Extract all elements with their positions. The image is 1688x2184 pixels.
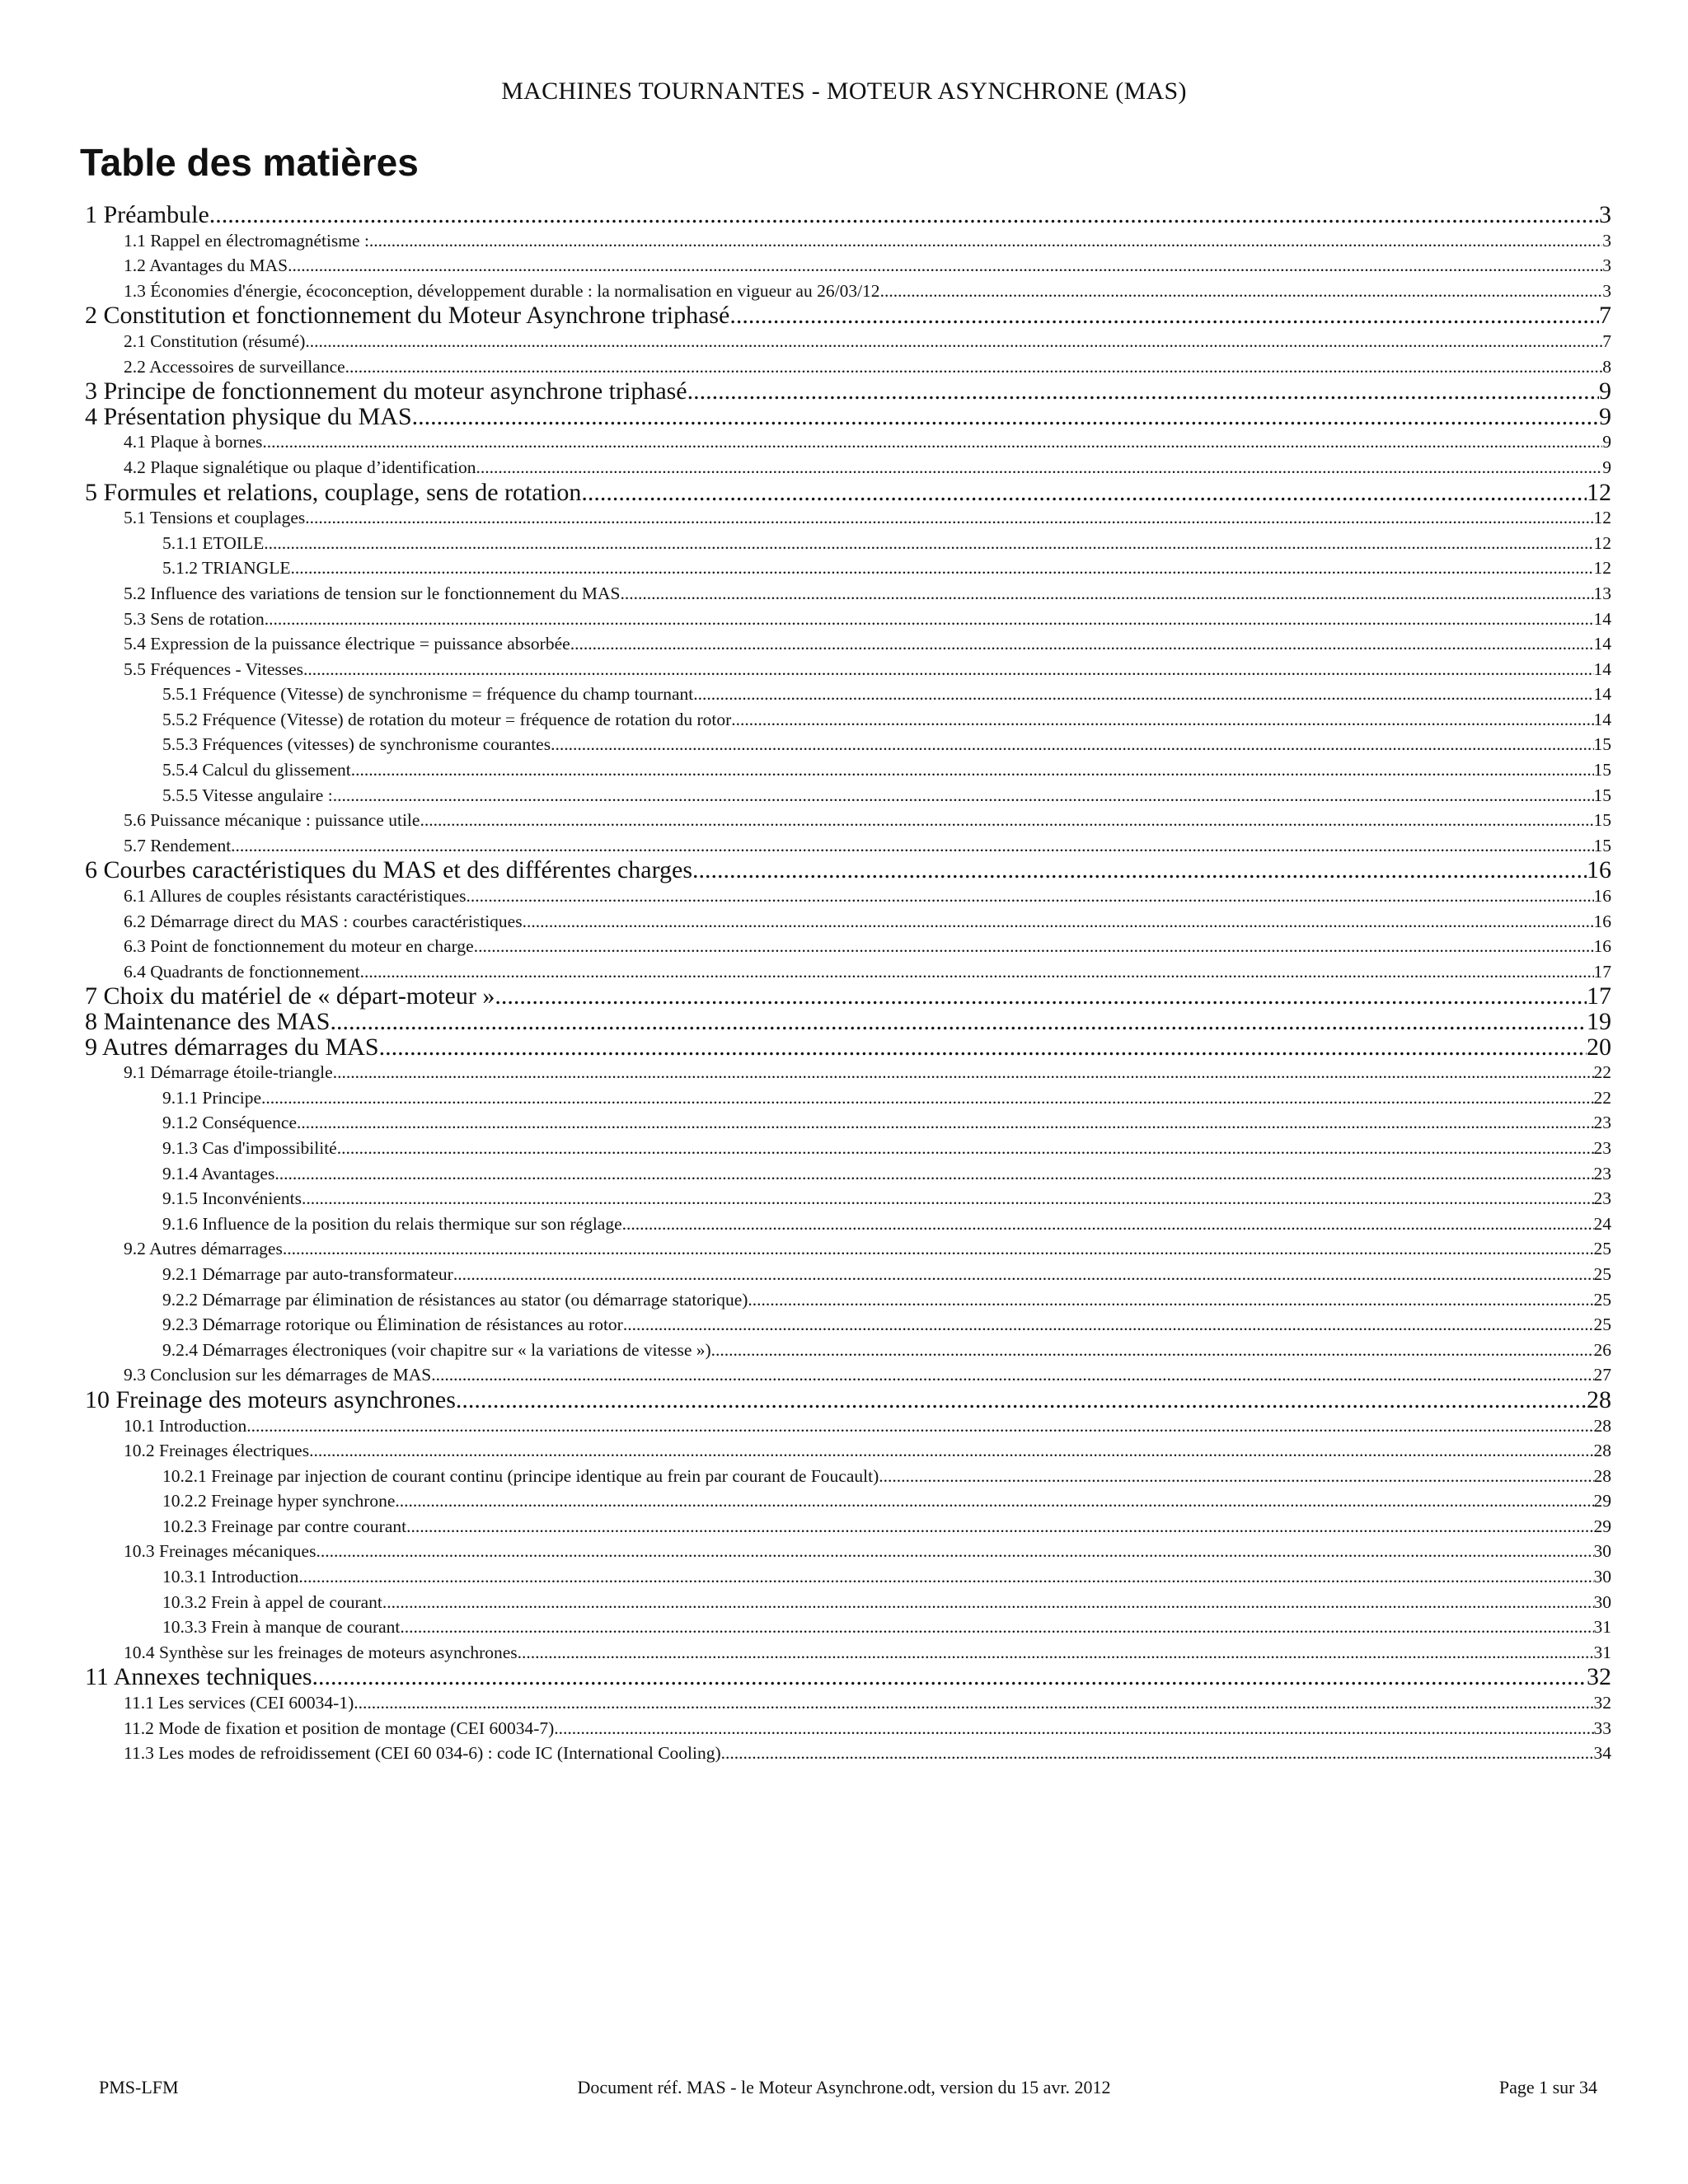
toc-entry-label: 2.1 Constitution (résumé) [124,330,306,351]
toc-entry-level-2[interactable] [85,1741,1611,1766]
toc-dot-leader [345,354,1603,380]
toc-title: Table des matières [80,141,419,184]
toc-entry-level-2[interactable] [85,581,1611,607]
toc-entry-level-2[interactable] [85,1690,1611,1716]
toc-entry-label: 10.3.3 Frein à manque de courant [162,1617,401,1638]
toc-entry-level-2[interactable] [85,279,1611,304]
toc-entry-label: 5.5 Fréquences - Vitesses [124,658,304,679]
toc-entry-label: 8 Maintenance des MAS [85,1010,331,1035]
toc-entry-label: 1.2 Avantages du MAS [124,255,288,276]
toc-dot-leader [453,1262,1594,1287]
toc-entry-page-number: 15 [1593,835,1611,855]
toc-entry-label: 7 Choix du matériel de « départ-moteur ». [85,984,501,1010]
toc-entry-page-number: 22 [1593,1087,1611,1108]
toc-entry-label: 6.2 Démarrage direct du MAS : courbes caractéristiques [124,911,523,931]
toc-dot-leader [501,984,1587,1010]
toc-dot-leader [209,203,1599,228]
toc-entry-page-number: 32 [1593,1693,1611,1713]
toc-entry-level-1[interactable] [85,1665,1611,1690]
toc-entry-level-2[interactable] [85,607,1611,632]
toc-dot-leader [412,405,1599,430]
toc-entry-label: 9 Autres démarrages du MAS [85,1034,379,1061]
toc-entry-label: 5.5.2 Fréquence (Vitesse) de rotation du moteur = fréquence de rotation du rotor [162,709,732,729]
toc-entry-level-3[interactable] [85,1312,1611,1338]
toc-entry-label: 9.1.3 Cas d'impossibilité [162,1137,337,1158]
toc-entry-level-2[interactable] [85,631,1611,657]
toc-entry-page-number: 25 [1593,1239,1611,1259]
toc-entry-label: 9.2.4 Démarrages électroniques (voir chapitre sur « la variations de vitesse ») [162,1339,711,1360]
toc-entry-label: 5.5.5 Vitesse angulaire : [162,785,333,805]
toc-entry-label: 9.1.4 Avantages [162,1163,275,1183]
toc-entry-level-2[interactable] [85,833,1611,859]
toc-entry-page-number: 27 [1593,1365,1611,1385]
toc-entry-label: 5.5.3 Fréquences (vitesses) de synchronisme courantes [162,734,551,755]
toc-entry-level-2[interactable] [85,1438,1611,1464]
toc-dot-leader [692,858,1587,883]
toc-entry-page-number: 24 [1593,1213,1611,1234]
toc-entry-label: 10.2.3 Freinage par contre courant [162,1516,407,1536]
toc-entry-label: 1.1 Rappel en électromagnétisme : [124,230,369,251]
toc-dot-leader [382,1590,1594,1615]
toc-entry-level-2[interactable] [85,934,1611,959]
toc-dot-leader [623,1312,1594,1338]
toc-entry-level-2[interactable] [85,1362,1611,1388]
toc-entry-level-3[interactable] [85,1085,1611,1111]
toc-entry-label: 2.2 Accessoires de surveillance [124,356,345,377]
toc-entry-label: 9.3 Conclusion sur les démarrages de MAS [124,1365,432,1385]
toc-entry-label: 10.4 Synthèse sur les freinages de moteurs asynchrones [124,1642,518,1662]
toc-entry-level-2[interactable] [85,909,1611,935]
toc-entry-level-1[interactable] [85,1035,1611,1061]
toc-dot-leader [302,1186,1594,1212]
toc-entry-page-number: 20 [1587,1034,1611,1061]
toc-entry-level-2[interactable] [85,959,1611,985]
toc-entry-label: 5.5.1 Fréquence (Vitesse) de synchronisme = fréquence du champ tournant [162,684,694,705]
toc-dot-leader [554,1716,1593,1741]
toc-entry-label: 10.2.2 Freinage hyper synchrone [162,1491,396,1511]
toc-dot-leader [518,1640,1594,1666]
toc-entry-page-number: 30 [1593,1567,1611,1587]
toc-entry-page-number: 9 [1599,404,1611,430]
toc-entry-page-number: 30 [1593,1591,1611,1612]
toc-entry-page-number: 15 [1593,810,1611,831]
toc-entry-level-2[interactable] [85,429,1611,455]
toc-entry-level-3[interactable] [85,682,1611,707]
toc-entry-page-number: 34 [1593,1743,1611,1764]
toc-entry-page-number: 12 [1587,480,1611,506]
toc-dot-leader [360,959,1594,985]
toc-dot-leader [303,657,1593,682]
toc-dot-leader [748,1287,1593,1313]
toc-entry-level-1[interactable] [85,203,1611,228]
toc-dot-leader [298,1564,1593,1590]
toc-dot-leader [351,757,1594,783]
toc-entry-level-1[interactable] [85,379,1611,405]
toc-entry-level-2[interactable] [85,1539,1611,1564]
toc-entry-level-3[interactable] [85,555,1611,581]
toc-entry-page-number: 25 [1593,1263,1611,1284]
toc-entry-label: 9.1.6 Influence de la position du relais thermique sur son réglage [162,1213,622,1234]
toc-dot-leader [551,732,1593,757]
toc-entry-page-number: 32 [1587,1665,1611,1691]
toc-entry-page-number: 15 [1593,760,1611,780]
toc-entry-level-2[interactable] [85,883,1611,909]
toc-dot-leader [731,707,1593,733]
toc-entry-label: 5.7 Rendement [124,835,232,855]
toc-entry-label: 4 Présentation physique du MAS [85,404,412,430]
toc-entry-label: 6 Courbes caractéristiques du MAS et des différentes charges [85,858,693,884]
toc-entry-label: 5.4 Expression de la puissance électrique = puissance absorbée [124,634,570,654]
toc-entry-level-3[interactable] [85,1161,1611,1187]
toc-entry-label: 3 Principe de fonctionnement du moteur asynchrone triphasé [85,379,687,405]
toc-entry-level-1[interactable] [85,480,1611,506]
toc-entry-level-3[interactable] [85,1136,1611,1161]
toc-entry-level-1[interactable] [85,858,1611,883]
page-footer [0,2077,1688,2105]
toc-entry-label: 9.1.2 Conséquence [162,1113,298,1133]
toc-entry-page-number: 23 [1593,1163,1611,1183]
toc-entry-label: 1.3 Économies d'énergie, écoconception, développement durable : la normalisation en vigueur au 26/03/12 [124,280,880,301]
toc-entry-label: 10.3 Freinages mécaniques [124,1541,316,1562]
toc-entry-page-number: 23 [1593,1137,1611,1158]
toc-dot-leader [297,1110,1593,1136]
toc-entry-level-3[interactable] [85,1212,1611,1237]
toc-entry-level-2[interactable] [85,808,1611,833]
toc-dot-leader [379,1035,1587,1061]
toc-entry-page-number: 3 [1602,255,1611,276]
toc-entry-page-number: 9 [1602,457,1611,477]
toc-dot-leader [369,228,1602,254]
toc-dot-leader [467,883,1594,909]
toc-entry-page-number: 28 [1593,1441,1611,1461]
toc-entry-page-number: 14 [1593,684,1611,705]
toc-dot-leader [622,1212,1594,1237]
toc-entry-page-number: 12 [1593,558,1611,579]
toc-entry-label: 1 Préambule [85,203,209,228]
toc-entry-level-2[interactable] [85,1236,1611,1262]
toc-entry-level-3[interactable] [85,1564,1611,1590]
toc-entry-label: 6.1 Allures de couples résistants caractéristiques [124,886,467,907]
toc-entry-page-number: 28 [1587,1387,1611,1413]
toc-dot-leader [288,253,1602,279]
toc-entry-page-number: 31 [1593,1642,1611,1662]
toc-entry-page-number: 16 [1593,911,1611,931]
toc-dot-leader [337,1136,1594,1161]
toc-dot-leader [687,379,1599,405]
toc-dot-leader [231,833,1593,859]
toc-dot-leader [431,1362,1593,1388]
toc-entry-level-2[interactable] [85,1413,1611,1439]
toc-entry-level-3[interactable] [85,1110,1611,1136]
toc-entry-level-3[interactable] [85,1590,1611,1615]
toc-entry-label: 10 Freinage des moteurs asynchrones [85,1387,456,1413]
toc-entry-page-number: 31 [1593,1617,1611,1638]
toc-dot-leader [246,1413,1593,1439]
toc-entry-level-3[interactable] [85,1338,1611,1363]
toc-entry-page-number: 3 [1602,280,1611,301]
toc-dot-leader [711,1338,1594,1363]
toc-entry-page-number: 25 [1593,1315,1611,1335]
toc-entry-label: 11.2 Mode de fixation et position de montage (CEI 60034-7) [124,1718,555,1738]
toc-dot-leader [330,1010,1587,1035]
toc-dot-leader [879,1464,1593,1489]
toc-dot-leader [400,1615,1593,1640]
toc-entry-label: 6.4 Quadrants de fonctionnement [124,961,360,982]
toc-entry-label: 4.1 Plaque à bornes [124,432,263,452]
toc-entry-page-number: 7 [1602,330,1611,351]
toc-entry-label: 6.3 Point de fonctionnement du moteur en charge [124,936,474,957]
toc-entry-level-2[interactable] [85,1716,1611,1741]
toc-dot-leader [274,1161,1593,1187]
toc-entry-page-number: 9 [1599,379,1611,405]
toc-entry-level-2[interactable] [85,354,1611,380]
toc-dot-leader [305,505,1593,531]
toc-entry-label: 9.1.5 Inconvénients [162,1188,302,1209]
toc-dot-leader [312,1665,1587,1690]
toc-entry-level-2[interactable] [85,1640,1611,1666]
toc-entry-label: 9.2.1 Démarrage par auto-transformateur [162,1263,453,1284]
toc-entry-label: 10.1 Introduction [124,1415,247,1436]
toc-entry-page-number: 26 [1593,1339,1611,1360]
toc-entry-level-3[interactable] [85,732,1611,757]
toc-entry-level-3[interactable] [85,1262,1611,1287]
toc-entry-label: 9.2 Autres démarrages [124,1239,283,1259]
toc-entry-level-3[interactable] [85,531,1611,556]
toc-entry-label: 9.2.2 Démarrage par élimination de résistances au stator (ou démarrage statorique) [162,1289,748,1310]
toc-entry-page-number: 7 [1599,303,1611,329]
toc-entry-page-number: 3 [1599,203,1611,228]
toc-entry-level-1[interactable] [85,984,1611,1010]
toc-dot-leader [264,531,1593,556]
toc-entry-page-number: 14 [1593,634,1611,654]
toc-entry-level-1[interactable] [85,303,1611,329]
toc-entry-page-number: 28 [1593,1465,1611,1486]
toc-entry-level-3[interactable] [85,757,1611,783]
footer-page-number: Page 1 sur 34 [1498,2077,1597,2097]
footer-document-reference: Document réf. MAS - le Moteur Asynchrone.odt, version du 15 avr. 2012 [577,2077,1111,2097]
toc-dot-leader [290,555,1593,581]
toc-entry-page-number: 29 [1593,1516,1611,1536]
toc-dot-leader [476,455,1603,480]
toc-entry-label: 10.3.2 Frein à appel de courant [162,1591,382,1612]
toc-entry-label: 5.2 Influence des variations de tension sur le fonctionnement du MAS [124,583,621,603]
toc-entry-page-number: 16 [1593,886,1611,907]
toc-dot-leader [729,303,1599,329]
toc-dot-leader [693,682,1593,707]
toc-entry-label: 11.3 Les modes de refroidissement (CEI 60 034-6) : code IC (International Cooling) [124,1743,721,1764]
toc-dot-leader [316,1539,1593,1564]
toc-entry-level-3[interactable] [85,783,1611,808]
toc-entry-page-number: 12 [1593,508,1611,528]
toc-entry-label: 5.6 Puissance mécanique : puissance utile [124,810,420,831]
toc-dot-leader [261,1085,1593,1111]
toc-entry-label: 5.1.1 ETOILE [162,532,265,553]
toc-entry-level-1[interactable] [85,405,1611,430]
toc-dot-leader [283,1236,1594,1262]
toc-entry-label: 10.2.1 Freinage par injection de courant continu (principe identique au frein par courant de Foucault) [162,1465,879,1486]
toc-dot-leader [265,607,1594,632]
toc-dot-leader [333,783,1594,808]
toc-dot-leader [262,429,1602,455]
toc-entry-label: 10.2 Freinages électriques [124,1441,310,1461]
toc-entry-page-number: 22 [1593,1062,1611,1083]
footer-author: PMS-LFM [99,2077,179,2097]
toc-dot-leader [570,631,1594,657]
toc-dot-leader [581,480,1587,506]
toc-entry-page-number: 30 [1593,1541,1611,1562]
toc-entry-level-3[interactable] [85,707,1611,733]
toc-entry-label: 2 Constitution et fonctionnement du Moteur Asynchrone triphasé [85,303,730,329]
toc-dot-leader [523,909,1594,935]
toc-entry-label: 5.3 Sens de rotation [124,608,265,629]
toc-entry-level-2[interactable] [85,657,1611,682]
toc-entry-level-2[interactable] [85,505,1611,531]
toc-entry-label: 5.1.2 TRIANGLE [162,558,291,579]
toc-entry-page-number: 25 [1593,1289,1611,1310]
toc-entry-level-1[interactable] [85,1388,1611,1413]
toc-dot-leader [620,581,1593,607]
toc-dot-leader [880,279,1603,304]
toc-entry-page-number: 14 [1593,709,1611,729]
toc-entry-page-number: 17 [1593,961,1611,982]
toc-entry-label: 11.1 Les services (CEI 60034-1) [124,1693,354,1713]
toc-dot-leader [354,1690,1593,1716]
toc-entry-level-2[interactable] [85,329,1611,354]
toc-entry-page-number: 33 [1593,1718,1611,1738]
toc-dot-leader [305,329,1602,354]
toc-entry-page-number: 3 [1602,230,1611,251]
toc-entry-level-3[interactable] [85,1514,1611,1540]
toc-dot-leader [474,934,1594,959]
toc-entry-label: 9.2.3 Démarrage rotorique ou Élimination de résistances au rotor [162,1315,623,1335]
toc-entry-level-2[interactable] [85,1060,1611,1085]
toc-entry-page-number: 12 [1593,532,1611,553]
toc-entry-page-number: 28 [1593,1415,1611,1436]
toc-entry-page-number: 19 [1587,1010,1611,1035]
toc-entry-label: 5.1 Tensions et couplages [124,508,306,528]
page-header: MACHINES TOURNANTES - MOTEUR ASYNCHRONE (MAS) [501,77,1187,105]
toc-entry-page-number: 29 [1593,1491,1611,1511]
toc-entry-level-1[interactable] [85,1010,1611,1035]
toc-entry-label: 9.1 Démarrage étoile-triangle [124,1062,333,1083]
toc-entry-page-number: 15 [1593,734,1611,755]
toc-dot-leader [395,1488,1593,1514]
toc-dot-leader [333,1060,1594,1085]
toc-entry-label: 5.5.4 Calcul du glissement [162,760,351,780]
toc-entry-label: 10.3.1 Introduction [162,1567,299,1587]
toc-dot-leader [456,1388,1587,1413]
toc-entry-label: 11 Annexes techniques [85,1665,312,1691]
toc-entry-level-2[interactable] [85,228,1611,254]
toc-entry-page-number: 8 [1602,356,1611,377]
toc-entry-page-number: 16 [1593,936,1611,957]
toc-entry-level-3[interactable] [85,1186,1611,1212]
toc-entry-level-3[interactable] [85,1615,1611,1640]
toc-entry-page-number: 16 [1587,858,1611,884]
toc-entry-level-3[interactable] [85,1488,1611,1514]
toc-entry-page-number: 13 [1593,583,1611,603]
toc-entry-page-number: 14 [1593,658,1611,679]
toc-entry-level-3[interactable] [85,1287,1611,1313]
toc-entry-level-3[interactable] [85,1464,1611,1489]
toc-dot-leader [406,1514,1593,1540]
table-of-contents [85,203,1611,1766]
toc-dot-leader [420,808,1593,833]
toc-entry-label: 5 Formules et relations, couplage, sens de rotation [85,480,582,506]
toc-entry-label: 9.1.1 Principe [162,1087,262,1108]
toc-entry-page-number: 17 [1587,984,1611,1010]
toc-entry-page-number: 23 [1593,1113,1611,1133]
toc-entry-page-number: 23 [1593,1188,1611,1209]
toc-entry-level-2[interactable] [85,253,1611,279]
toc-dot-leader [721,1741,1594,1766]
toc-entry-label: 4.2 Plaque signalétique ou plaque d’identification [124,457,476,477]
toc-entry-page-number: 9 [1602,432,1611,452]
toc-dot-leader [309,1438,1593,1464]
toc-entry-level-2[interactable] [85,455,1611,480]
toc-entry-page-number: 14 [1593,608,1611,629]
toc-entry-page-number: 15 [1593,785,1611,805]
